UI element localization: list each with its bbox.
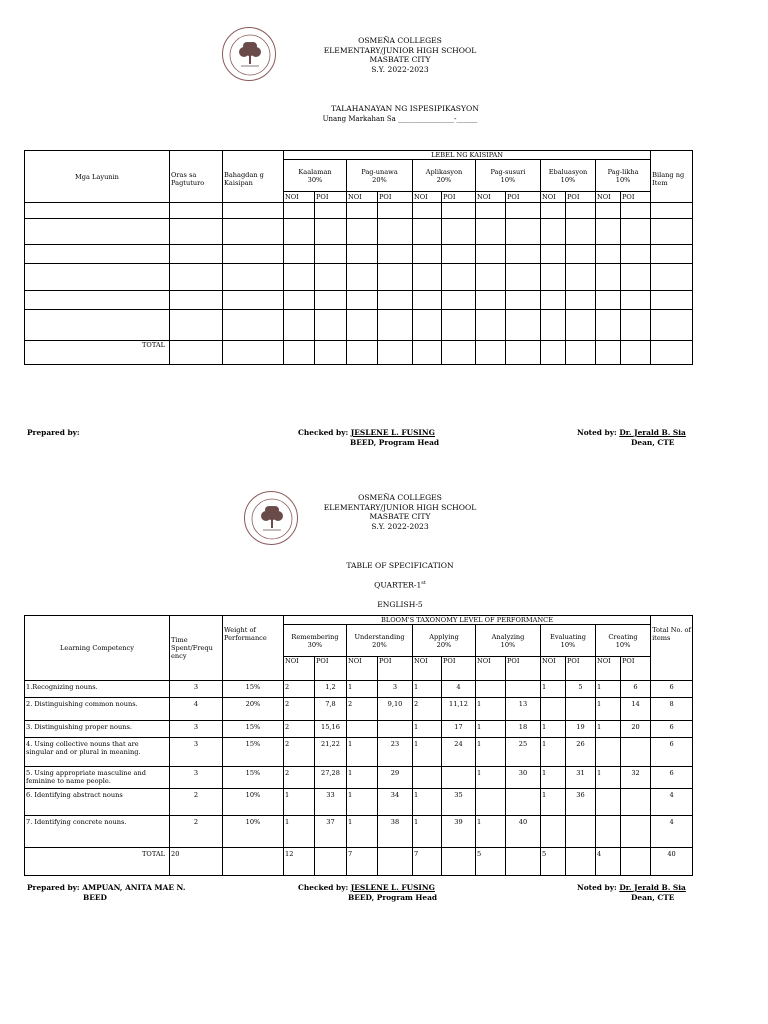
poi-cell: 9,10 — [378, 698, 413, 721]
noi-cell: 1 — [596, 681, 621, 698]
weight-cell: 15% — [223, 681, 284, 698]
school-logo — [222, 27, 276, 81]
table-row — [25, 219, 693, 245]
total-items-cell: 6 — [651, 738, 693, 767]
noi-cell — [596, 816, 621, 848]
table-row — [25, 721, 693, 738]
time-cell: 2 — [170, 816, 223, 848]
noi-cell: 1 — [596, 721, 621, 738]
total-cell — [378, 848, 413, 876]
poi-cell: 25 — [506, 738, 541, 767]
noi-cell: 1 — [413, 738, 442, 767]
table-row — [25, 203, 693, 219]
total-items-cell: 8 — [651, 698, 693, 721]
noi-cell: 1 — [284, 789, 315, 816]
weight-cell: 15% — [223, 738, 284, 767]
col-competency: Learning Competency — [25, 616, 170, 681]
poi-cell — [566, 816, 596, 848]
checked-label: Checked by: — [298, 883, 349, 892]
noi-cell: 2 — [284, 698, 315, 721]
poi-cell: 1,2 — [315, 681, 347, 698]
total-label: TOTAL — [25, 341, 170, 365]
time-cell: 4 — [170, 698, 223, 721]
poi-label: POI — [506, 657, 541, 681]
poi-cell: 19 — [566, 721, 596, 738]
table-row — [25, 767, 693, 789]
time-cell: 3 — [170, 738, 223, 767]
poi-cell — [566, 698, 596, 721]
col-objective: Mga Layunin — [25, 151, 170, 203]
time-cell: 3 — [170, 681, 223, 698]
total-cell: 12 — [284, 848, 315, 876]
noi-cell: 1 — [347, 767, 378, 789]
competency-cell: 5. Using appropriate masculine and feminine to name people. — [25, 767, 170, 789]
noi-cell: 1 — [476, 698, 506, 721]
noted-label: Noted by: — [577, 428, 617, 437]
noi-label: NOI — [476, 657, 506, 681]
poi-cell: 30 — [506, 767, 541, 789]
table-row — [25, 698, 693, 721]
noi-cell: 1 — [541, 738, 566, 767]
noi-cell: 1 — [596, 698, 621, 721]
prepared-name: AMPUAN, ANITA MAE N. — [82, 883, 186, 892]
level-aplikasyon: Aplikasyon 20% — [413, 160, 476, 192]
checked-label: Checked by: — [298, 428, 349, 437]
table-row — [25, 816, 693, 848]
noi-cell: 1 — [413, 816, 442, 848]
school-city: MASBATE CITY — [369, 512, 431, 521]
total-time: 20 — [170, 848, 223, 876]
poi-label: POI — [315, 192, 347, 203]
col-time: Oras sa Pagtuturo — [170, 151, 223, 203]
poi-cell: 7,8 — [315, 698, 347, 721]
total-cell — [315, 848, 347, 876]
noi-cell — [596, 738, 621, 767]
poi-cell: 26 — [566, 738, 596, 767]
noi-label: NOI — [284, 657, 315, 681]
poi-cell: 3 — [378, 681, 413, 698]
poi-cell — [506, 789, 541, 816]
poi-cell: 11,12 — [442, 698, 476, 721]
table-row — [25, 738, 693, 767]
time-cell: 3 — [170, 721, 223, 738]
noi-cell: 1 — [541, 789, 566, 816]
competency-cell: 6. Identifying abstract nouns — [25, 789, 170, 816]
level-evaluating: Evaluating 10% — [541, 625, 596, 657]
noted-title: Dean, CTE — [631, 893, 675, 902]
blooms-header: BLOOM'S TAXONOMY LEVEL OF PERFORMANCE — [284, 616, 651, 625]
poi-label: POI — [442, 192, 476, 203]
sheet2-title: TABLE OF SPECIFICATION — [346, 561, 454, 570]
sheet1-subtitle: Unang Markahan Sa ________________-______ — [322, 115, 478, 123]
weight-cell: 10% — [223, 789, 284, 816]
noi-cell — [541, 698, 566, 721]
competency-cell: 2. Distinguishing common nouns. — [25, 698, 170, 721]
poi-cell: 15,16 — [315, 721, 347, 738]
noi-cell: 1 — [413, 789, 442, 816]
noi-cell: 2 — [284, 767, 315, 789]
noi-cell: 1 — [476, 767, 506, 789]
poi-cell: 23 — [378, 738, 413, 767]
sheet2-quarter: QUARTER-1st — [374, 580, 426, 590]
school-dept: ELEMENTARY/JUNIOR HIGH SCHOOL — [323, 45, 477, 55]
poi-cell: 32 — [621, 767, 651, 789]
poi-cell: 21,22 — [315, 738, 347, 767]
school-year: S.Y. 2022-2023 — [371, 64, 429, 74]
poi-cell: 39 — [442, 816, 476, 848]
weight-cell: 20% — [223, 698, 284, 721]
weight-cell: 15% — [223, 767, 284, 789]
poi-cell: 13 — [506, 698, 541, 721]
prepared-label: Prepared by: — [27, 883, 80, 892]
noi-cell: 1 — [347, 789, 378, 816]
level-ebaluasyon: Ebaluasyon 10% — [541, 160, 596, 192]
noi-label: NOI — [541, 657, 566, 681]
noi-label: NOI — [347, 657, 378, 681]
noi-cell: 2 — [413, 698, 442, 721]
total-cell: 5 — [541, 848, 566, 876]
noi-cell: 1 — [476, 738, 506, 767]
table-row — [25, 245, 693, 264]
poi-cell: 35 — [442, 789, 476, 816]
table-row — [25, 789, 693, 816]
level-pag-likha: Pag-likha 10% — [596, 160, 651, 192]
noi-cell: 1 — [413, 681, 442, 698]
school-year: S.Y. 2022-2023 — [371, 521, 429, 531]
level-applying: Applying 20% — [413, 625, 476, 657]
poi-cell: 24 — [442, 738, 476, 767]
noi-label: NOI — [596, 657, 621, 681]
poi-cell: 27,28 — [315, 767, 347, 789]
poi-cell — [442, 767, 476, 789]
total-cell — [506, 848, 541, 876]
noi-cell — [476, 681, 506, 698]
sheet1-title: TALAHANAYAN NG ISPESIPIKASYON — [331, 104, 479, 113]
poi-cell: 20 — [621, 721, 651, 738]
table-row — [25, 264, 693, 291]
poi-cell: 31 — [566, 767, 596, 789]
sheet1-checked-block — [298, 428, 439, 448]
total-cell: 7 — [413, 848, 442, 876]
school-header — [290, 493, 510, 531]
poi-label: POI — [621, 192, 651, 203]
total-row — [25, 341, 693, 365]
noted-name: Dr. Jerald B. Sia — [619, 428, 686, 437]
sheet1-prepared-label: Prepared by: — [27, 428, 80, 437]
school-name: OSMEÑA COLLEGES — [358, 493, 442, 502]
total-items-cell: 6 — [651, 721, 693, 738]
poi-label: POI — [621, 657, 651, 681]
total-label: TOTAL — [25, 848, 170, 876]
total-items-cell: 4 — [651, 816, 693, 848]
noi-label: NOI — [413, 192, 442, 203]
poi-cell: 38 — [378, 816, 413, 848]
level-pag-unawa: Pag-unawa 20% — [347, 160, 413, 192]
table-row — [25, 681, 693, 698]
noi-cell — [476, 789, 506, 816]
noi-cell — [413, 767, 442, 789]
sheet2-subject: ENGLISH-5 — [377, 600, 423, 609]
noi-label: NOI — [596, 192, 621, 203]
noi-cell: 1 — [347, 738, 378, 767]
poi-cell: 34 — [378, 789, 413, 816]
school-city: MASBATE CITY — [369, 55, 431, 64]
poi-cell: 40 — [506, 816, 541, 848]
competency-cell: 1.Recognizing nouns. — [25, 681, 170, 698]
poi-cell — [378, 721, 413, 738]
col-items: Bilang ng Item — [651, 151, 693, 203]
col-weight: Weight of Performance — [223, 616, 284, 681]
noi-label: NOI — [347, 192, 378, 203]
noi-cell: 1 — [413, 721, 442, 738]
level-remembering: Remembering 30% — [284, 625, 347, 657]
time-cell: 2 — [170, 789, 223, 816]
competency-cell: 3. Distinguishing proper nouns. — [25, 721, 170, 738]
checked-title: BEED, Program Head — [350, 438, 440, 447]
tree-icon — [223, 28, 276, 81]
poi-cell: 4 — [442, 681, 476, 698]
poi-label: POI — [378, 657, 413, 681]
noi-cell: 2 — [347, 698, 378, 721]
total-cell — [442, 848, 476, 876]
weight-cell: 10% — [223, 816, 284, 848]
poi-label: POI — [442, 657, 476, 681]
total-row — [25, 848, 693, 876]
poi-cell: 5 — [566, 681, 596, 698]
col-time: Time Spent/Frequ ency — [170, 616, 223, 681]
prepared-title: BEED — [83, 893, 107, 902]
total-items-cell: 6 — [651, 767, 693, 789]
competency-cell: 4. Using collective nouns that are singular and or plural in meaning. — [25, 738, 170, 767]
poi-cell — [621, 738, 651, 767]
poi-cell — [506, 681, 541, 698]
noi-cell: 2 — [284, 681, 315, 698]
level-header: LEBEL NG KAISIPAN — [284, 151, 651, 160]
noi-cell: 2 — [284, 738, 315, 767]
noi-label: NOI — [284, 192, 315, 203]
sheet1-table — [24, 150, 693, 365]
checked-title: BEED, Program Head — [348, 893, 438, 902]
checked-name: JESLENE L. FUSING — [350, 883, 435, 892]
total-cell — [566, 848, 596, 876]
poi-label: POI — [378, 192, 413, 203]
noi-cell — [541, 816, 566, 848]
poi-cell: 6 — [621, 681, 651, 698]
noi-label: NOI — [476, 192, 506, 203]
noted-title: Dean, CTE — [631, 438, 675, 447]
noi-cell: 2 — [284, 721, 315, 738]
noi-cell: 1 — [476, 721, 506, 738]
total-items-cell: 6 — [651, 681, 693, 698]
level-analyzing: Analyzing 10% — [476, 625, 541, 657]
noi-label: NOI — [541, 192, 566, 203]
table-row — [25, 291, 693, 310]
sheet1-noted-block — [577, 428, 686, 448]
noi-cell — [596, 789, 621, 816]
poi-label: POI — [315, 657, 347, 681]
noi-cell: 1 — [541, 767, 566, 789]
noi-label: NOI — [413, 657, 442, 681]
noted-label: Noted by: — [577, 883, 617, 892]
level-understanding: Understanding 20% — [347, 625, 413, 657]
noi-cell: 1 — [347, 816, 378, 848]
sheet2-table — [24, 615, 693, 876]
checked-name: JESLENE L. FUSING — [350, 428, 435, 437]
poi-cell: 37 — [315, 816, 347, 848]
noi-cell: 1 — [541, 681, 566, 698]
time-cell: 3 — [170, 767, 223, 789]
total-items: 40 — [651, 848, 693, 876]
noi-cell: 1 — [476, 816, 506, 848]
poi-cell — [621, 789, 651, 816]
total-cell: 7 — [347, 848, 378, 876]
noted-name: Dr. Jerald B. Sia — [619, 883, 686, 892]
poi-cell: 17 — [442, 721, 476, 738]
poi-label: POI — [566, 192, 596, 203]
total-cell — [621, 848, 651, 876]
sheet2-prepared-block — [27, 883, 185, 903]
school-name: OSMEÑA COLLEGES — [358, 36, 442, 45]
total-items-cell: 4 — [651, 789, 693, 816]
sheet2-checked-block — [298, 883, 437, 903]
poi-cell — [621, 816, 651, 848]
sheet2-noted-block — [577, 883, 686, 903]
poi-label: POI — [506, 192, 541, 203]
col-items: Total No. of items — [651, 616, 693, 681]
school-header — [290, 36, 510, 74]
col-weight: Bahagdan g Kaisipan — [223, 151, 284, 203]
poi-cell: 29 — [378, 767, 413, 789]
poi-cell: 36 — [566, 789, 596, 816]
poi-cell: 14 — [621, 698, 651, 721]
table-row — [25, 310, 693, 341]
noi-cell: 1 — [541, 721, 566, 738]
weight-cell: 15% — [223, 721, 284, 738]
total-cell: 4 — [596, 848, 621, 876]
noi-cell: 1 — [347, 681, 378, 698]
competency-cell: 7. Identifying concrete nouns. — [25, 816, 170, 848]
noi-cell: 1 — [596, 767, 621, 789]
school-dept: ELEMENTARY/JUNIOR HIGH SCHOOL — [323, 502, 477, 512]
level-creating: Creating 10% — [596, 625, 651, 657]
level-kaalaman: Kaalaman 30% — [284, 160, 347, 192]
poi-cell: 18 — [506, 721, 541, 738]
total-cell: 5 — [476, 848, 506, 876]
noi-cell — [347, 721, 378, 738]
poi-cell: 33 — [315, 789, 347, 816]
level-pag-susuri: Pag-susuri 10% — [476, 160, 541, 192]
poi-label: POI — [566, 657, 596, 681]
noi-cell: 1 — [284, 816, 315, 848]
